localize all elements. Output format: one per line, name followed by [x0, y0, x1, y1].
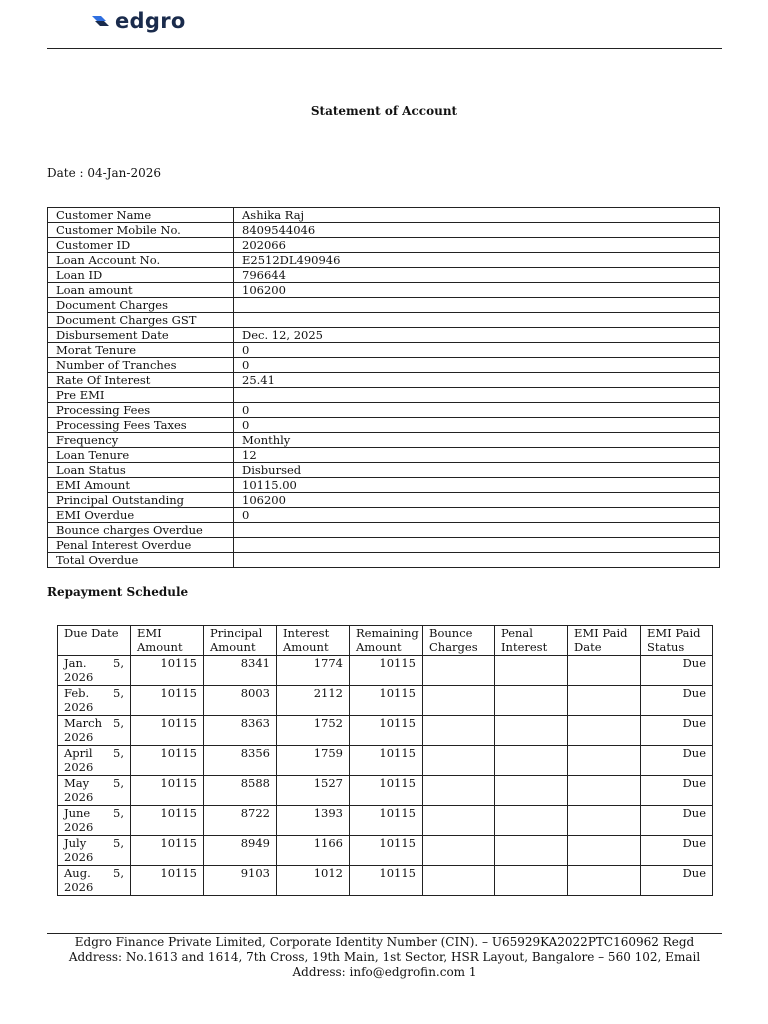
remaining-amount-cell: 10115 [350, 776, 423, 806]
info-label: Pre EMI [48, 388, 234, 403]
emi-paid-date-cell [568, 716, 641, 746]
info-value: 8409544046 [234, 223, 720, 238]
info-value [234, 523, 720, 538]
info-label: Frequency [48, 433, 234, 448]
info-row [48, 253, 720, 268]
info-value: 10115.00 [234, 478, 720, 493]
info-label: Loan Status [48, 463, 234, 478]
due-year: 2026 [64, 670, 94, 684]
due-date-cell [58, 836, 131, 866]
remaining-amount-cell: 10115 [350, 866, 423, 896]
remaining-amount-cell: 10115 [350, 746, 423, 776]
info-value [234, 553, 720, 568]
info-row [48, 328, 720, 343]
schedule-column-header: Due Date [58, 626, 131, 656]
penal-interest-cell [495, 686, 568, 716]
schedule-column-header: EMI Paid Status [641, 626, 713, 656]
emi-amount-cell: 10115 [131, 746, 204, 776]
emi-paid-date-cell [568, 686, 641, 716]
due-date-cell [58, 716, 131, 746]
schedule-row [58, 776, 713, 806]
info-value: Ashika Raj [234, 208, 720, 223]
schedule-column-header: Remaining Amount [350, 626, 423, 656]
emi-amount-cell: 10115 [131, 866, 204, 896]
edgro-logo-icon [90, 11, 110, 31]
info-value: 0 [234, 358, 720, 373]
emi-paid-status-cell: Due [641, 686, 713, 716]
info-row [48, 508, 720, 523]
info-value: Dec. 12, 2025 [234, 328, 720, 343]
header-divider [47, 48, 722, 49]
info-label: Loan Account No. [48, 253, 234, 268]
info-value [234, 538, 720, 553]
due-day: 5, [113, 806, 124, 820]
due-day: 5, [113, 716, 124, 730]
emi-paid-date-cell [568, 746, 641, 776]
info-label: Processing Fees Taxes [48, 418, 234, 433]
info-row [48, 538, 720, 553]
due-day: 5, [113, 776, 124, 790]
info-value: 25.41 [234, 373, 720, 388]
schedule-row [58, 716, 713, 746]
due-date-cell [58, 866, 131, 896]
penal-interest-cell [495, 836, 568, 866]
emi-paid-date-cell [568, 836, 641, 866]
schedule-heading: Repayment Schedule [47, 585, 189, 599]
info-value: 0 [234, 403, 720, 418]
remaining-amount-cell: 10115 [350, 656, 423, 686]
info-value [234, 298, 720, 313]
info-label: Number of Tranches [48, 358, 234, 373]
info-row [48, 448, 720, 463]
info-row [48, 523, 720, 538]
info-value [234, 313, 720, 328]
info-value: 796644 [234, 268, 720, 283]
emi-amount-cell: 10115 [131, 686, 204, 716]
brand-logo [90, 9, 186, 33]
info-row [48, 238, 720, 253]
info-value: Disbursed [234, 463, 720, 478]
info-label: Document Charges [48, 298, 234, 313]
document-title: Statement of Account [310, 104, 458, 118]
info-row [48, 388, 720, 403]
info-row [48, 433, 720, 448]
emi-paid-status-cell: Due [641, 806, 713, 836]
principal-amount-cell: 8003 [204, 686, 277, 716]
bounce-charges-cell [423, 866, 495, 896]
info-label: Disbursement Date [48, 328, 234, 343]
schedule-column-header: Principal Amount [204, 626, 277, 656]
penal-interest-cell [495, 776, 568, 806]
info-label: EMI Overdue [48, 508, 234, 523]
info-row [48, 373, 720, 388]
repayment-schedule-table [57, 625, 713, 896]
info-row [48, 553, 720, 568]
due-day: 5, [113, 836, 124, 850]
info-row [48, 418, 720, 433]
schedule-row [58, 686, 713, 716]
info-row [48, 358, 720, 373]
due-year: 2026 [64, 700, 94, 714]
emi-paid-date-cell [568, 656, 641, 686]
interest-amount-cell: 1527 [277, 776, 350, 806]
schedule-column-header: Interest Amount [277, 626, 350, 656]
info-row [48, 478, 720, 493]
penal-interest-cell [495, 716, 568, 746]
schedule-column-header: Penal Interest [495, 626, 568, 656]
info-row [48, 403, 720, 418]
emi-paid-status-cell: Due [641, 866, 713, 896]
info-row [48, 208, 720, 223]
remaining-amount-cell: 10115 [350, 836, 423, 866]
schedule-column-header: Bounce Charges [423, 626, 495, 656]
principal-amount-cell: 9103 [204, 866, 277, 896]
schedule-row [58, 866, 713, 896]
bounce-charges-cell [423, 836, 495, 866]
emi-paid-status-cell: Due [641, 836, 713, 866]
info-label: Customer Name [48, 208, 234, 223]
emi-paid-status-cell: Due [641, 776, 713, 806]
due-date-cell [58, 656, 131, 686]
penal-interest-cell [495, 656, 568, 686]
info-label: Rate Of Interest [48, 373, 234, 388]
info-label: Total Overdue [48, 553, 234, 568]
emi-paid-date-cell [568, 866, 641, 896]
interest-amount-cell: 1012 [277, 866, 350, 896]
info-value: E2512DL490946 [234, 253, 720, 268]
info-value [234, 388, 720, 403]
info-value: Monthly [234, 433, 720, 448]
principal-amount-cell: 8949 [204, 836, 277, 866]
brand-name: edgro [115, 9, 186, 33]
schedule-row [58, 836, 713, 866]
principal-amount-cell: 8588 [204, 776, 277, 806]
schedule-row [58, 656, 713, 686]
schedule-column-header: EMI Amount [131, 626, 204, 656]
due-date-cell [58, 806, 131, 836]
account-info-table [47, 207, 720, 568]
due-month: June [64, 806, 91, 820]
info-label: Principal Outstanding [48, 493, 234, 508]
info-row [48, 343, 720, 358]
info-label: Processing Fees [48, 403, 234, 418]
info-label: Customer Mobile No. [48, 223, 234, 238]
info-row [48, 223, 720, 238]
due-day: 5, [113, 686, 124, 700]
info-value: 0 [234, 343, 720, 358]
due-day: 5, [113, 866, 124, 880]
info-value: 106200 [234, 283, 720, 298]
footer-divider [47, 933, 722, 934]
principal-amount-cell: 8356 [204, 746, 277, 776]
due-year: 2026 [64, 730, 94, 744]
due-day: 5, [113, 746, 124, 760]
statement-date [47, 166, 161, 180]
due-month: Aug. [64, 866, 91, 880]
interest-amount-cell: 1393 [277, 806, 350, 836]
remaining-amount-cell: 10115 [350, 716, 423, 746]
footer-text: Edgro Finance Private Limited, Corporate Identity Number (CIN). – U65929KA2022PTC160962 Regd Address: No.1613 and 1614, 7th Cross, 19th Main, 1st Sector, HSR Layout, Bangalore – 560 102, Email Address: info@edgrofin.com 1 [68, 935, 701, 979]
emi-paid-status-cell: Due [641, 656, 713, 686]
schedule-column-header: EMI Paid Date [568, 626, 641, 656]
info-label: Customer ID [48, 238, 234, 253]
date-value: 04-Jan-2026 [87, 166, 162, 180]
date-label: Date : [47, 166, 84, 180]
bounce-charges-cell [423, 746, 495, 776]
due-date-cell [58, 746, 131, 776]
interest-amount-cell: 1774 [277, 656, 350, 686]
info-label: Loan ID [48, 268, 234, 283]
bounce-charges-cell [423, 686, 495, 716]
bounce-charges-cell [423, 776, 495, 806]
due-month: Jan. [64, 656, 87, 670]
due-year: 2026 [64, 880, 94, 894]
penal-interest-cell [495, 746, 568, 776]
penal-interest-cell [495, 866, 568, 896]
info-label: Penal Interest Overdue [48, 538, 234, 553]
info-label: EMI Amount [48, 478, 234, 493]
due-year: 2026 [64, 790, 94, 804]
schedule-header-row [58, 626, 713, 656]
info-label: Morat Tenure [48, 343, 234, 358]
due-year: 2026 [64, 850, 94, 864]
info-row [48, 463, 720, 478]
principal-amount-cell: 8722 [204, 806, 277, 836]
info-row [48, 298, 720, 313]
info-label: Loan Tenure [48, 448, 234, 463]
due-month: March [64, 716, 102, 730]
due-date-cell [58, 776, 131, 806]
emi-paid-status-cell: Due [641, 716, 713, 746]
schedule-row [58, 806, 713, 836]
due-month: July [64, 836, 87, 850]
emi-amount-cell: 10115 [131, 806, 204, 836]
due-month: May [64, 776, 90, 790]
due-day: 5, [113, 656, 124, 670]
info-row [48, 313, 720, 328]
interest-amount-cell: 1752 [277, 716, 350, 746]
emi-paid-status-cell: Due [641, 746, 713, 776]
due-month: April [64, 746, 93, 760]
info-row [48, 493, 720, 508]
due-year: 2026 [64, 760, 94, 774]
interest-amount-cell: 1166 [277, 836, 350, 866]
interest-amount-cell: 1759 [277, 746, 350, 776]
due-date-cell [58, 686, 131, 716]
remaining-amount-cell: 10115 [350, 806, 423, 836]
due-year: 2026 [64, 820, 94, 834]
penal-interest-cell [495, 806, 568, 836]
info-value: 12 [234, 448, 720, 463]
emi-amount-cell: 10115 [131, 836, 204, 866]
info-value: 106200 [234, 493, 720, 508]
info-label: Document Charges GST [48, 313, 234, 328]
principal-amount-cell: 8341 [204, 656, 277, 686]
interest-amount-cell: 2112 [277, 686, 350, 716]
emi-amount-cell: 10115 [131, 656, 204, 686]
remaining-amount-cell: 10115 [350, 686, 423, 716]
info-value: 202066 [234, 238, 720, 253]
info-value: 0 [234, 418, 720, 433]
bounce-charges-cell [423, 656, 495, 686]
info-row [48, 283, 720, 298]
emi-paid-date-cell [568, 776, 641, 806]
bounce-charges-cell [423, 806, 495, 836]
schedule-row [58, 746, 713, 776]
emi-paid-date-cell [568, 806, 641, 836]
info-value: 0 [234, 508, 720, 523]
emi-amount-cell: 10115 [131, 776, 204, 806]
due-month: Feb. [64, 686, 90, 700]
principal-amount-cell: 8363 [204, 716, 277, 746]
emi-amount-cell: 10115 [131, 716, 204, 746]
bounce-charges-cell [423, 716, 495, 746]
info-row [48, 268, 720, 283]
info-label: Loan amount [48, 283, 234, 298]
info-label: Bounce charges Overdue [48, 523, 234, 538]
